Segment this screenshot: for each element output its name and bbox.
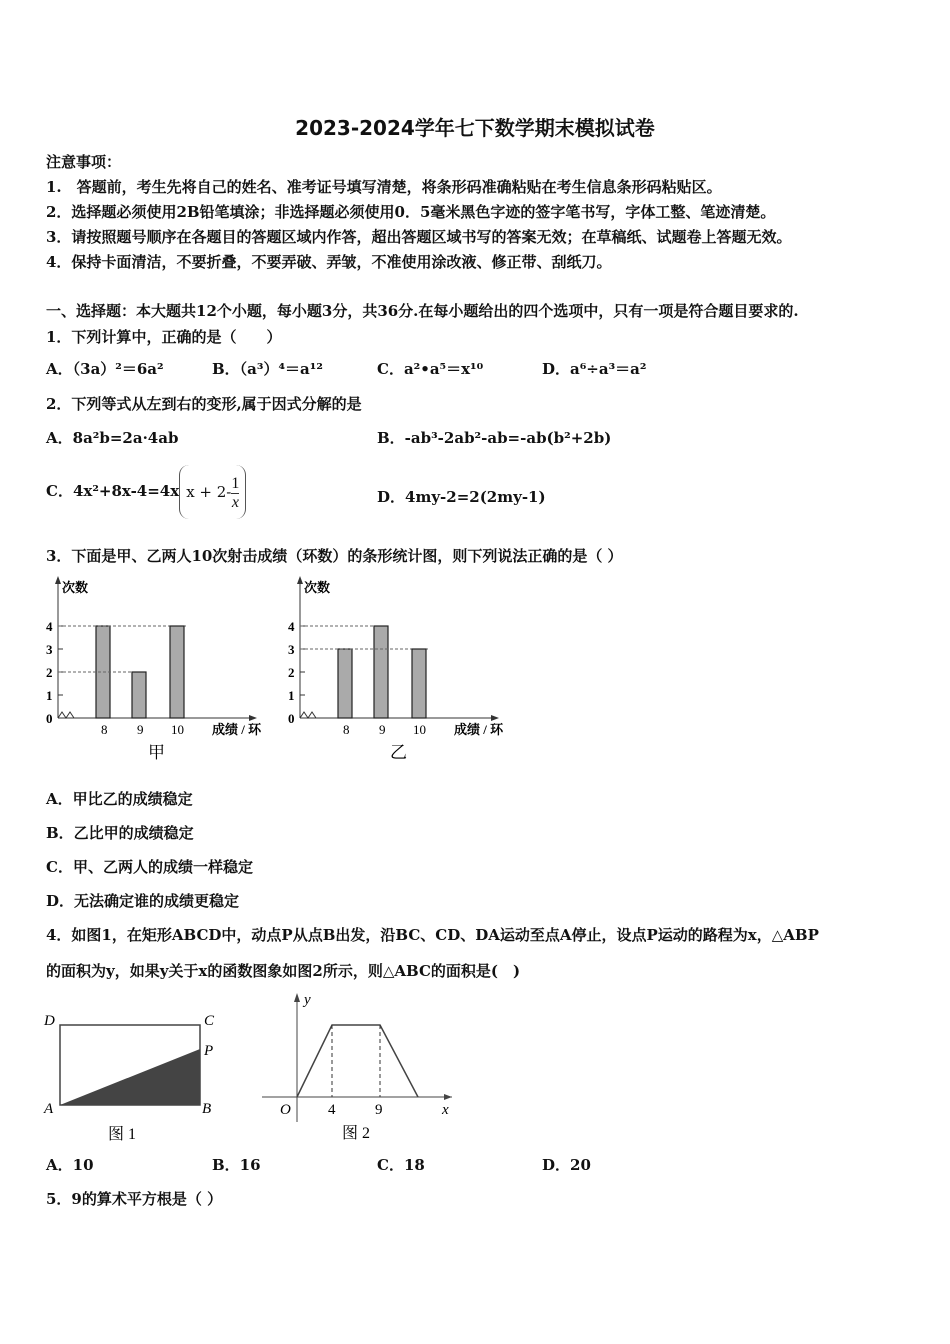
- fraction-denominator: x: [231, 493, 239, 511]
- figure-1-rectangle: [40, 1005, 225, 1145]
- y-tick-label: 2: [288, 665, 295, 680]
- chart-title: 乙: [390, 743, 407, 762]
- y-axis-label: 次数: [62, 580, 89, 595]
- y-tick-label: 2: [46, 665, 53, 680]
- figure-2-caption: 图 2: [342, 1125, 371, 1142]
- function-graph: [297, 1025, 418, 1097]
- notes-heading: 注意事项：: [46, 153, 122, 171]
- q4-stem-line2: 的面积为y，如果y关于x的函数图象如图2所示，则△ABC的面积是( ): [46, 962, 521, 980]
- x-tick-label: 9: [137, 722, 144, 737]
- label-p: P: [204, 1043, 214, 1059]
- section-heading: 一、选择题：本大题共12个小题，每小题3分，共36分.在每小题给出的四个选项中，只有一项是符合题目要求的.: [46, 302, 799, 320]
- q3-option-b: B．乙比甲的成绩稳定: [46, 824, 194, 842]
- page-title: 2023-2024学年七下数学期末模拟试卷: [295, 116, 655, 140]
- bar-9: [132, 672, 146, 718]
- note-item: 1. 答题前，考生先将自己的姓名、准考证号填写清楚，将条形码准确粘贴在考生信息条形码粘贴区。: [46, 178, 722, 196]
- y-tick-label: 4: [288, 619, 295, 634]
- q1-option-c: C．a²•a⁵＝x¹⁰: [377, 360, 484, 378]
- y-axis-label: 次数: [304, 580, 331, 595]
- q5-stem: 5．9的算术平方根是（ ）: [46, 1190, 223, 1208]
- x-axis-arrow: [444, 1094, 452, 1100]
- q1-stem: 1．下列计算中，正确的是（ ）: [46, 328, 282, 346]
- x-tick-label: 8: [101, 722, 108, 737]
- q1-option-b: B．（a³）⁴＝a¹²: [212, 360, 323, 378]
- y-tick-label: 3: [288, 642, 295, 657]
- x-axis-label: 成绩 / 环: [212, 722, 262, 737]
- x-tick-label: 10: [171, 722, 184, 737]
- y-tick-label: 1: [46, 688, 53, 703]
- q2-option-c-text: C．4x²+8x-4=4x: [46, 482, 180, 500]
- bar-8: [338, 649, 352, 718]
- label-y: y: [304, 992, 311, 1008]
- y-tick-label: 0: [46, 711, 53, 726]
- bar-chart-jia: [40, 572, 280, 762]
- q4-option-a: A．10: [46, 1156, 94, 1174]
- q3-option-c: C．甲、乙两人的成绩一样稳定: [46, 858, 253, 876]
- q2-option-d: D．4my-2=2(2my-1): [377, 488, 546, 506]
- x-axis-label: 成绩 / 环: [454, 722, 504, 737]
- label-d: D: [44, 1013, 55, 1029]
- x-tick-label: 10: [413, 722, 426, 737]
- label-b: B: [202, 1101, 212, 1117]
- q2-option-a: A．8a²b=2a·4ab: [46, 429, 179, 447]
- triangle-abp: [60, 1049, 200, 1105]
- y-tick-label: 3: [46, 642, 53, 657]
- q1-option-d: D．a⁶÷a³＝a²: [542, 360, 647, 378]
- q1-option-a: A．（3a）²＝6a²: [46, 360, 164, 378]
- q2-option-b: B．-ab³-2ab²-ab=-ab(b²+2b): [377, 429, 612, 447]
- x-tick-label: 8: [343, 722, 350, 737]
- q2-option-c-paren: [179, 465, 246, 519]
- x-tick-label: 9: [379, 722, 386, 737]
- x-axis-arrow: [491, 715, 499, 721]
- q4-option-d: D．20: [542, 1156, 591, 1174]
- q4-option-c: C．18: [377, 1156, 425, 1174]
- note-item: 4．保持卡面清洁，不要折叠，不要弄破、弄皱，不准使用涂改液、修正带、刮纸刀。: [46, 253, 612, 271]
- fraction: [231, 475, 239, 512]
- q3-option-a: A．甲比乙的成绩稳定: [46, 790, 193, 808]
- bar-10: [170, 626, 184, 718]
- figure-1-caption: 图 1: [108, 1126, 137, 1143]
- y-tick-label: 0: [288, 711, 295, 726]
- q2-stem: 2．下列等式从左到右的变形,属于因式分解的是: [46, 395, 362, 413]
- bar-9: [374, 626, 388, 718]
- y-tick-label: 1: [288, 688, 295, 703]
- label-9: 9: [375, 1102, 383, 1118]
- q3-option-d: D．无法确定谁的成绩更稳定: [46, 892, 240, 910]
- label-o: O: [280, 1102, 291, 1118]
- q3-stem: 3．下面是甲、乙两人10次射击成绩（环数）的条形统计图，则下列说法正确的是（ ）: [46, 547, 623, 565]
- fraction-numerator: 1: [231, 474, 240, 492]
- label-a: A: [44, 1101, 54, 1117]
- q4-option-b: B．16: [212, 1156, 261, 1174]
- label-x: x: [442, 1102, 449, 1118]
- axis-break: [300, 712, 316, 718]
- y-axis-arrow: [55, 576, 61, 584]
- axis-break: [58, 712, 74, 718]
- y-tick-label: 4: [46, 619, 53, 634]
- note-item: 3．请按照题号顺序在各题目的答题区域内作答，超出答题区域书写的答案无效；在草稿纸、试题卷上答题无效。: [46, 228, 792, 246]
- q4-stem-line1: 4．如图1，在矩形ABCD中，动点P从点B出发，沿BC、CD、DA运动至点A停止，设点P运动的路程为x，△ABP: [46, 926, 819, 944]
- label-c: C: [204, 1013, 215, 1029]
- figure-2-graph: [262, 990, 462, 1150]
- chart-title: 甲: [148, 743, 165, 762]
- y-axis-arrow: [294, 993, 300, 1002]
- q2-option-c: [46, 465, 246, 519]
- label-4: 4: [328, 1102, 336, 1118]
- x-axis-arrow: [249, 715, 257, 721]
- bar-chart-yi: [282, 572, 522, 762]
- note-item: 2．选择题必须使用2B铅笔填涂；非选择题必须使用0．5毫米黑色字迹的签字笔书写，字体工整、笔迹清楚。: [46, 203, 776, 221]
- bar-10: [412, 649, 426, 718]
- y-axis-arrow: [297, 576, 303, 584]
- q2-c-expr: x + 2-: [186, 483, 232, 501]
